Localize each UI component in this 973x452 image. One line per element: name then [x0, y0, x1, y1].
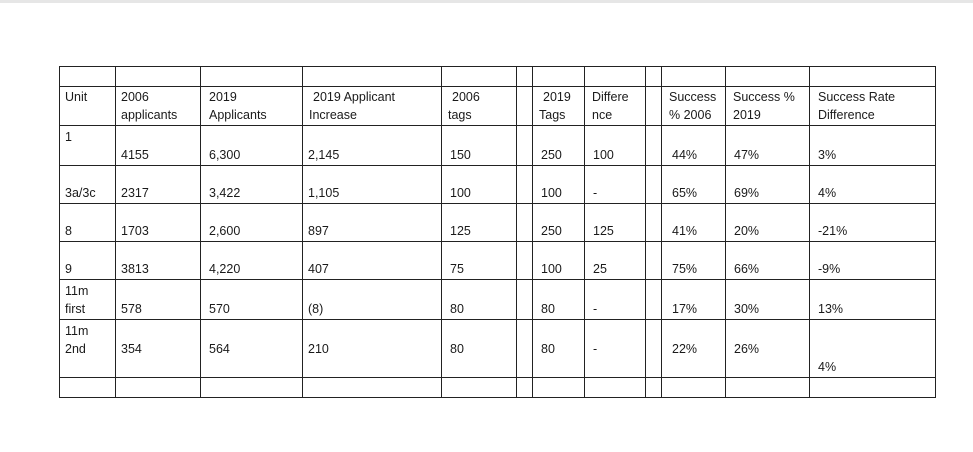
cell-success-difference: -21%	[810, 204, 936, 242]
cell-2006-tags: 80	[442, 280, 517, 320]
table-row	[60, 204, 936, 242]
cell-success-difference: -9%	[810, 242, 936, 280]
table-header-row	[60, 87, 936, 126]
cell-applicant-increase: 210	[303, 320, 442, 378]
cell-difference: 100	[585, 126, 646, 166]
cell-2006-tags: 75	[442, 242, 517, 280]
cell-applicant-increase: (8)	[303, 280, 442, 320]
cell-2019-applicants: 570	[201, 280, 303, 320]
unit-cell: 11m first	[60, 280, 116, 320]
cell-spacer-2	[646, 204, 662, 242]
cell-2019-tags: 100	[533, 242, 585, 280]
cell-spacer-1	[517, 126, 533, 166]
header-success-2019: Success % 2019	[726, 87, 810, 126]
unit-cell: 1	[60, 126, 116, 166]
cell-applicant-increase: 2,145	[303, 126, 442, 166]
header-spacer-2	[646, 87, 662, 126]
cell-success-difference: 4%	[810, 166, 936, 204]
cell-spacer-1	[517, 204, 533, 242]
cell-success-2006: 17%	[662, 280, 726, 320]
header-2006-applicants: 2006 applicants	[116, 87, 201, 126]
header-spacer-1	[517, 87, 533, 126]
cell-2006-applicants: 4155	[116, 126, 201, 166]
cell-spacer-2	[646, 166, 662, 204]
cell-success-2006: 44%	[662, 126, 726, 166]
cell-spacer-2	[646, 320, 662, 378]
cell-applicant-increase: 407	[303, 242, 442, 280]
cell-success-2019: 47%	[726, 126, 810, 166]
cell-success-2006: 75%	[662, 242, 726, 280]
cell-2006-applicants: 1703	[116, 204, 201, 242]
cell-success-2006: 41%	[662, 204, 726, 242]
unit-cell: 8	[60, 204, 116, 242]
cell-2019-applicants: 2,600	[201, 204, 303, 242]
table-row	[60, 242, 936, 280]
cell-2006-applicants: 578	[116, 280, 201, 320]
table-row	[60, 166, 936, 204]
cell-2019-tags: 100	[533, 166, 585, 204]
cell-success-difference: 3%	[810, 126, 936, 166]
cell-difference: 25	[585, 242, 646, 280]
cell-difference: -	[585, 166, 646, 204]
cell-2019-tags: 250	[533, 204, 585, 242]
cell-2019-applicants: 4,220	[201, 242, 303, 280]
cell-2006-applicants: 354	[116, 320, 201, 378]
unit-cell: 11m 2nd	[60, 320, 116, 378]
cell-2019-applicants: 3,422	[201, 166, 303, 204]
cell-2006-applicants: 2317	[116, 166, 201, 204]
header-success-rate-difference: Success Rate Difference	[810, 87, 936, 126]
header-2019-applicants: 2019 Applicants	[201, 87, 303, 126]
cell-success-2019: 66%	[726, 242, 810, 280]
cell-spacer-1	[517, 242, 533, 280]
cell-success-2019: 26%	[726, 320, 810, 378]
cell-applicant-increase: 897	[303, 204, 442, 242]
table-row	[60, 320, 936, 378]
cell-2019-applicants: 564	[201, 320, 303, 378]
cell-difference: 125	[585, 204, 646, 242]
data-table	[59, 66, 936, 398]
cell-2019-tags: 80	[533, 320, 585, 378]
cell-spacer-2	[646, 126, 662, 166]
table-row-blank-top	[60, 67, 936, 87]
unit-cell: 9	[60, 242, 116, 280]
cell-success-difference: 4%	[810, 320, 936, 378]
header-success-2006: Success % 2006	[662, 87, 726, 126]
cell-success-2006: 22%	[662, 320, 726, 378]
header-2019-applicant-increase: 2019 Applicant Increase	[303, 87, 442, 126]
table-row	[60, 126, 936, 166]
cell-success-2006: 65%	[662, 166, 726, 204]
table-row-blank-bottom	[60, 378, 936, 398]
cell-spacer-2	[646, 242, 662, 280]
table-row	[60, 280, 936, 320]
cell-2006-applicants: 3813	[116, 242, 201, 280]
cell-difference: -	[585, 320, 646, 378]
cell-spacer-1	[517, 320, 533, 378]
cell-success-difference: 13%	[810, 280, 936, 320]
cell-spacer-1	[517, 280, 533, 320]
cell-success-2019: 30%	[726, 280, 810, 320]
cell-2019-applicants: 6,300	[201, 126, 303, 166]
unit-cell: 3a/3c	[60, 166, 116, 204]
header-difference: Differe nce	[585, 87, 646, 126]
header-2019-tags: 2019 Tags	[533, 87, 585, 126]
cell-spacer-2	[646, 280, 662, 320]
cell-difference: -	[585, 280, 646, 320]
cell-success-2019: 20%	[726, 204, 810, 242]
cell-applicant-increase: 1,105	[303, 166, 442, 204]
cell-success-2019: 69%	[726, 166, 810, 204]
cell-2019-tags: 250	[533, 126, 585, 166]
header-unit: Unit	[60, 87, 116, 126]
cell-2006-tags: 100	[442, 166, 517, 204]
header-2006-tags: 2006 tags	[442, 87, 517, 126]
cell-2019-tags: 80	[533, 280, 585, 320]
top-edge	[0, 0, 973, 3]
cell-2006-tags: 125	[442, 204, 517, 242]
cell-spacer-1	[517, 166, 533, 204]
cell-2006-tags: 80	[442, 320, 517, 378]
cell-2006-tags: 150	[442, 126, 517, 166]
